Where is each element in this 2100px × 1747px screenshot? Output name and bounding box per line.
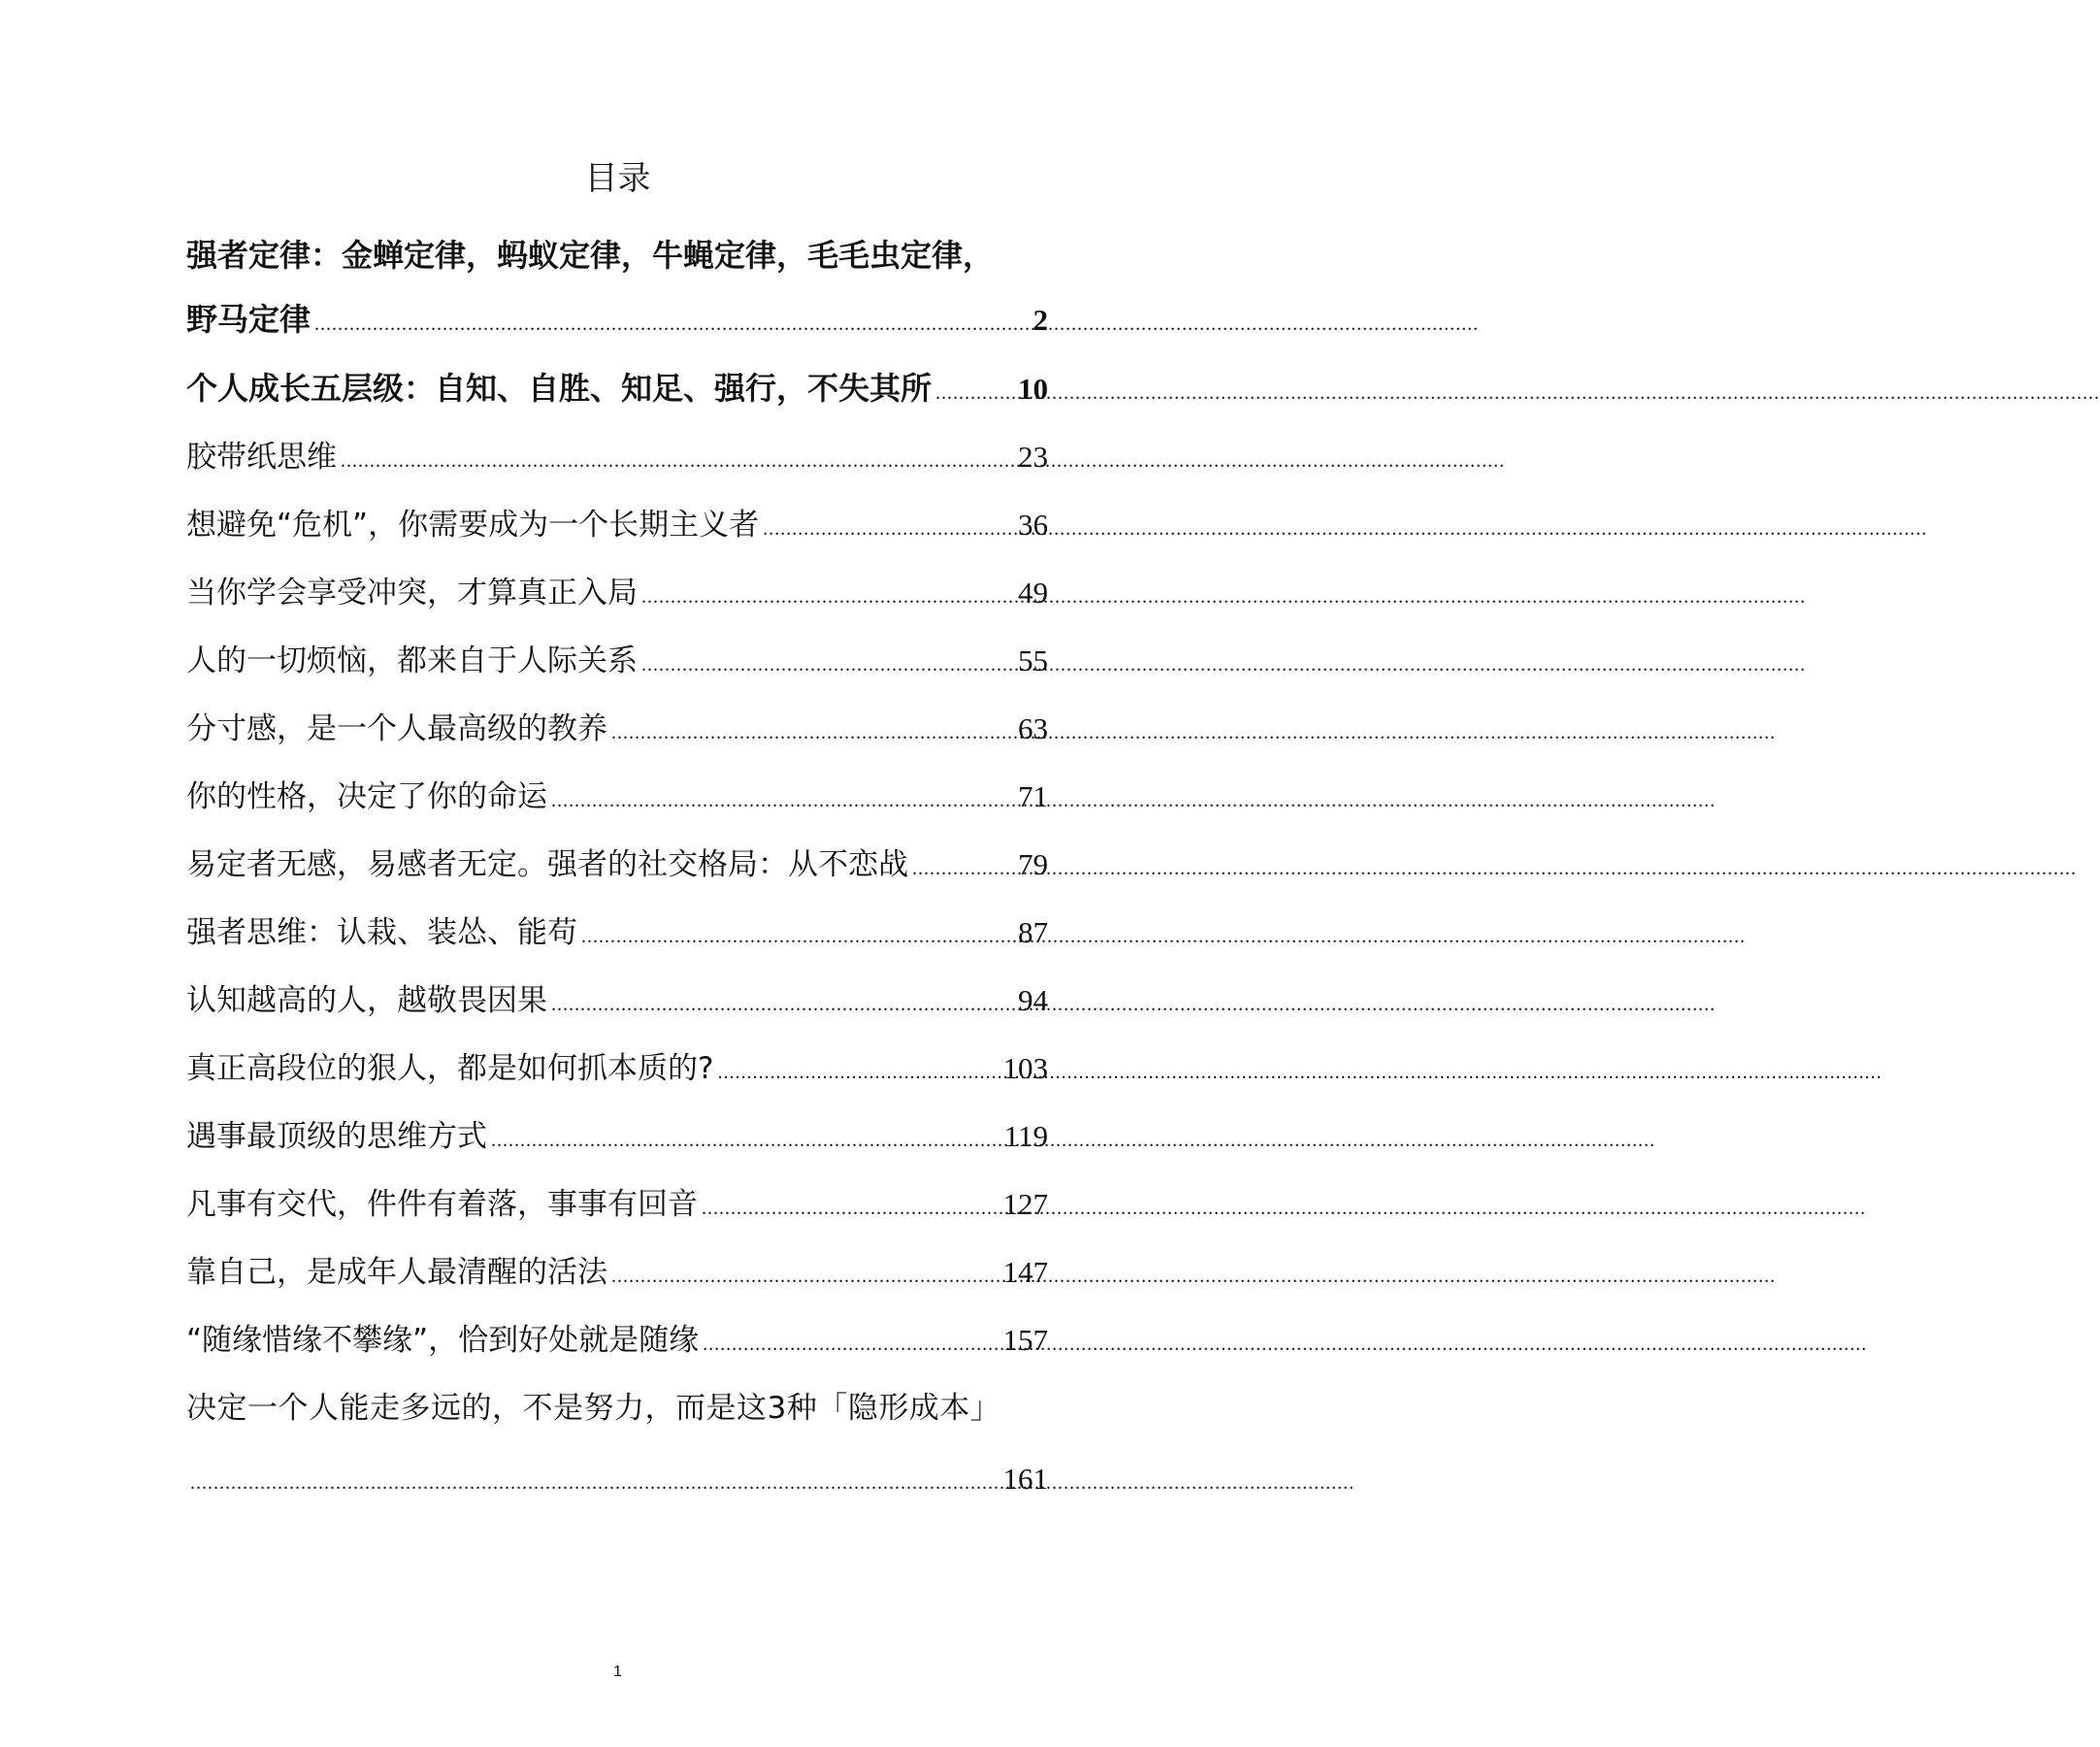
dot-leader [641, 565, 1014, 629]
dot-leader [703, 1312, 999, 1376]
toc-entry-page: 10 [1018, 372, 1048, 406]
toc-entry-page: 79 [1018, 847, 1048, 881]
toc-entry-3[interactable] [186, 425, 1048, 493]
toc-entry-title: “随缘惜缘不攀缘”，恰到好处就是随缘 [186, 1323, 700, 1358]
toc-entry-page: 119 [1003, 1119, 1048, 1153]
toc-entry-2[interactable] [186, 356, 1048, 425]
toc-entry-11[interactable] [186, 969, 1048, 1037]
toc-entry-title: 人的一切烦恼，都来自于人际关系 [186, 643, 638, 678]
toc-entry-title: 野马定律 [186, 301, 312, 338]
toc-entry-12[interactable] [186, 1037, 1048, 1104]
toc-entry-title: 真正高段位的狠人，都是如何抓本质的? [186, 1051, 714, 1086]
toc-entry-page: 71 [1018, 779, 1048, 813]
toc-entry-page: 23 [1018, 440, 1048, 474]
toc-entry-title: 胶带纸思维 [186, 440, 337, 475]
dot-leader [190, 1444, 1000, 1522]
toc-entry-17[interactable] [186, 1440, 1048, 1522]
toc-entry-page: 2 [1033, 303, 1048, 337]
dot-leader [314, 292, 1029, 356]
table-of-contents [186, 223, 1048, 1522]
page-title: 目录 [584, 159, 651, 198]
dot-leader [912, 837, 1014, 901]
dot-leader [611, 701, 1014, 765]
toc-entry-page: 161 [1002, 1462, 1048, 1496]
toc-entry-title: 个人成长五层级：自知、自胜、知足、强行，不失其所 [186, 370, 933, 407]
toc-entry-4[interactable] [186, 493, 1048, 561]
toc-entry-title: 凡事有交代，件件有着落，事事有回音 [186, 1187, 698, 1222]
toc-entry-page: 55 [1018, 643, 1048, 677]
toc-entry-title: 分寸感，是一个人最高级的教养 [186, 711, 607, 746]
dot-leader [551, 769, 1014, 833]
toc-entry-title: 靠自己，是成年人最清醒的活法 [186, 1255, 607, 1290]
dot-leader [581, 905, 1014, 969]
toc-entry-title: 强者思维：认栽、装怂、能苟 [186, 915, 577, 950]
dot-leader [717, 1040, 999, 1104]
toc-entry-page: 36 [1018, 508, 1048, 542]
toc-entry-7[interactable] [186, 697, 1048, 765]
toc-entry-title: 你的性格，决定了你的命运 [186, 779, 547, 814]
toc-entry-page: 157 [1002, 1323, 1048, 1357]
toc-entry-17-line1: 决定一个人能走多远的，不是努力，而是这3种「隐形成本」 [186, 1391, 1001, 1426]
toc-entry-10[interactable] [186, 901, 1048, 969]
toc-entry-page: 147 [1002, 1255, 1048, 1289]
toc-entry-page: 103 [1002, 1051, 1048, 1085]
toc-entry-14[interactable] [186, 1172, 1048, 1240]
toc-entry-title: 认知越高的人，越敬畏因果 [186, 983, 547, 1018]
toc-entry-16[interactable] [186, 1308, 1048, 1376]
toc-entry-title: 当你学会享受冲突，才算真正入局 [186, 576, 638, 610]
toc-entry-15[interactable] [186, 1240, 1048, 1308]
toc-entry-page: 63 [1018, 711, 1048, 745]
footer-page-number: 1 [613, 1664, 622, 1680]
dot-leader [551, 972, 1014, 1037]
toc-entry-9[interactable] [186, 833, 1048, 901]
dot-leader [341, 429, 1014, 493]
toc-entry-title: 想避免“危机”，你需要成为一个长期主义者 [186, 508, 760, 543]
dot-leader [702, 1176, 1000, 1240]
dot-leader [935, 361, 1014, 425]
dot-leader [641, 633, 1014, 697]
toc-entry-1-line1: 强者定律：金蝉定律，蚂蚁定律，牛蝇定律，毛毛虫定律， [186, 237, 995, 274]
dot-leader [611, 1244, 1000, 1308]
toc-entry-page: 87 [1018, 915, 1048, 949]
toc-entry-13[interactable] [186, 1104, 1048, 1172]
toc-entry-5[interactable] [186, 561, 1048, 629]
toc-entry-page: 127 [1002, 1187, 1048, 1221]
toc-entry-1[interactable] [186, 287, 1048, 356]
toc-entry-title: 易定者无感，易感者无定。强者的社交格局：从不恋战 [186, 847, 908, 882]
toc-entry-6[interactable] [186, 629, 1048, 697]
toc-entry-page: 94 [1018, 983, 1048, 1017]
toc-entry-page: 49 [1018, 576, 1048, 610]
toc-entry-title: 遇事最顶级的思维方式 [186, 1119, 487, 1154]
dot-leader [491, 1108, 1001, 1172]
dot-leader [763, 497, 1014, 561]
toc-entry-8[interactable] [186, 765, 1048, 833]
